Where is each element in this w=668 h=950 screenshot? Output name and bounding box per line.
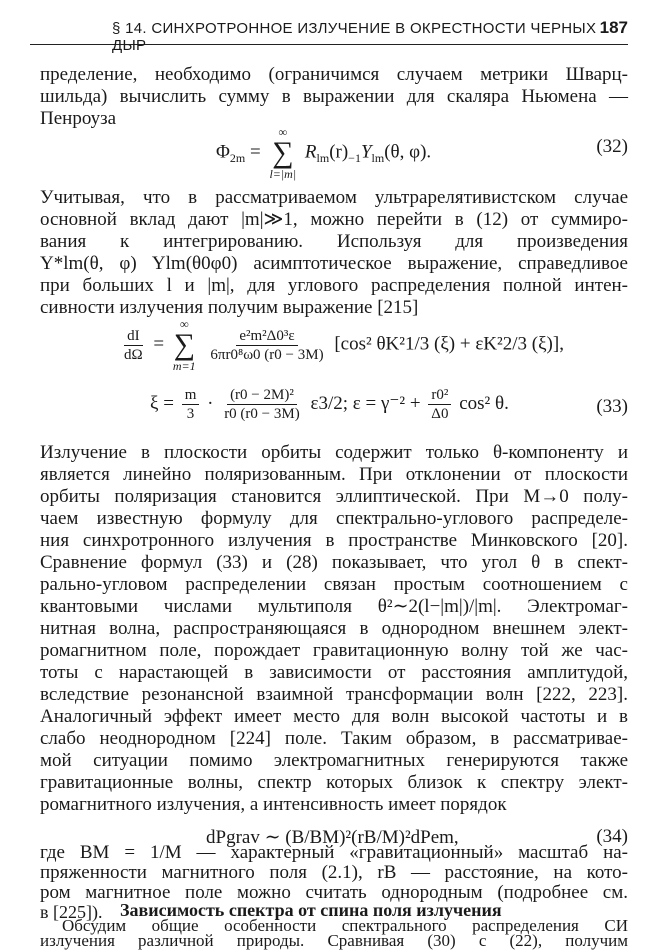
text-line: где BM = 1/M — характерный «гравитационный» масштаб на- <box>40 842 628 863</box>
text-line: при больших l и |m|, для углового распределения полной интен- <box>40 275 628 296</box>
header-title: § 14. СИНХРОТРОННОЕ ИЗЛУЧЕНИЕ В ОКРЕСТНОСТИ ЧЕРНЫХ ДЫР <box>112 20 597 54</box>
eq32-harmonic-sub: lm <box>371 151 385 166</box>
eq33a-equals: = <box>148 333 169 355</box>
sum-symbol: ∞ ∑ m=1 <box>172 317 196 373</box>
text-line: вания к интегрированию. Используя для произведения <box>40 231 628 252</box>
text-line: пределение, необходимо (ограничимся случаем метрики Шварц- <box>40 64 628 85</box>
lhs-fraction <box>121 327 146 364</box>
text-line: пряженности магнитного поля (2.1), rB — расстояние, на кото- <box>40 862 628 883</box>
text-line: Пенроуза <box>40 108 117 129</box>
text-line: шильда) вычислить сумму в выражении для скаляра Ньюмена — <box>40 86 628 107</box>
text-line: вследствие резонансной взаимной трансформации волн [222, 223]. <box>40 684 628 705</box>
text-line: Излучение в плоскости орбиты содержит только θ-компоненту и <box>40 442 628 463</box>
text-line: ния синхротронного излучения в пространстве Минковского [20]. <box>40 530 628 551</box>
text-line: квантовыми числами мультиполя θ²∼2(l−|m|)/|m|. Электромаг- <box>40 596 628 617</box>
equation-number: (33) <box>596 396 628 417</box>
frac2-num: (r0 − 2M)² <box>227 386 297 405</box>
sum-upper: ∞ <box>179 317 189 331</box>
text-line: орбиты поляризация становится эллиптической. При M→0 полу- <box>40 486 628 507</box>
eq32-spin-index: −1 <box>348 151 361 166</box>
frac3-den: Δ0 <box>431 406 449 422</box>
lhs-num: dI <box>124 327 143 346</box>
text-line: ром магнитное поле можно считать однородным (подробнее см. <box>40 882 628 903</box>
equation-number: (34) <box>596 826 628 847</box>
ref-225: в [225]). <box>40 902 103 922</box>
main-den: 6πr0⁸ω0 (r0 − 3M) <box>210 346 324 363</box>
text-line: Обсудим общие особенности спектрального распределения СИ <box>62 916 628 935</box>
text-line: Аналогичный эффект имеет место для волн высокой частоты и в <box>40 706 628 727</box>
frac-delta <box>428 386 451 423</box>
frac-r0 <box>221 386 303 423</box>
text-line: ромагнитном поле, порождает гравитационную волну той же час- <box>40 640 628 661</box>
bracket-term: [cos² θK²1/3 (ξ) + εK²2/3 (ξ)], <box>334 333 564 355</box>
equation-number: (32) <box>596 136 628 157</box>
tail-1: ε3/2; ε = γ⁻² + <box>305 392 426 414</box>
frac-m-3 <box>182 386 200 423</box>
text-line: основной вклад дают |m|≫1, можно перейти в (12) от суммиро- <box>40 209 628 230</box>
main-fraction <box>207 327 326 364</box>
section-heading: Зависимость спектра от спина поля излучения <box>120 900 502 920</box>
text-line: мой ситуации помимо электромагнитных генерируются также <box>40 750 628 771</box>
text-line: ромагнитного излучения, а интенсивность имеет порядок <box>40 794 507 815</box>
running-header <box>30 14 628 54</box>
sum-symbol: ∞ ∑ l=|m| <box>269 125 297 181</box>
lhs-den: dΩ <box>124 346 143 363</box>
sum-lower: m=1 <box>172 359 196 373</box>
equation-34: dPgrav ∼ (B/BM)²(rB/M)²dPem, <box>206 827 459 848</box>
eq32-harmonic: Y <box>360 141 372 163</box>
frac3-num: r0² <box>428 386 451 405</box>
text-line: Сравнение формул (33) и (28) показывает, что угол θ в спект- <box>40 552 628 573</box>
text-line: Y*lm(θ, φ) Ylm(θ0φ0) асимптотическое выражение, справедливое <box>40 253 628 274</box>
main-num: e²m²Δ0³ε <box>236 327 297 346</box>
tail-2: cos² θ. <box>454 392 509 414</box>
text-line: гравитационные волны, спектр которых близок к спектру элект- <box>40 772 628 793</box>
eq32-lhs-sub: 2m <box>229 151 246 166</box>
text-line: является линейно поляризованным. При отклонении от плоскости <box>40 464 628 485</box>
text-line: слабо неоднородном [224] поле. Таким образом, в рассматривае- <box>40 728 628 749</box>
text-line: рально-угловом распределении связан простым соотношением с <box>40 574 628 595</box>
text-line: Учитывая, что в рассматриваемом ультрарелятивистском случае <box>40 187 628 208</box>
xi-lhs: ξ = <box>150 392 179 414</box>
eq32-radial-arg: (r) <box>329 141 349 163</box>
sum-lower: l=|m| <box>269 167 297 181</box>
text-line: чаем известную формулу для спектрально-углового распределе- <box>40 508 628 529</box>
frac1-num: m <box>182 386 200 405</box>
text-line: сивности излучения получим выражение [215] <box>40 297 419 318</box>
eq32-radial-sub: lm <box>316 151 330 166</box>
eq32-equals: = <box>245 141 266 163</box>
equation-32 <box>216 126 431 180</box>
frac1-den: 3 <box>186 406 195 422</box>
text-line: тоты с нарастающей в зависимости от расстояния амплитудой, <box>40 662 628 683</box>
text-line: излучения различной природы. Сравнивая (30) с (22), получим <box>40 931 628 950</box>
equation-33a <box>118 318 564 372</box>
frac2-den: r0 (r0 − 3M) <box>224 406 300 422</box>
equation-33b <box>150 386 509 423</box>
eq32-lhs: Φ <box>216 141 230 163</box>
text-line: нитная волна, распространяющаяся в однородном внешнем элект- <box>40 618 628 639</box>
eq32-harmonic-arg: (θ, φ). <box>384 141 432 163</box>
eq32-radial: R <box>304 141 317 163</box>
sum-upper: ∞ <box>278 125 288 139</box>
dot: · <box>202 392 219 414</box>
page-number: 187 <box>599 18 628 37</box>
